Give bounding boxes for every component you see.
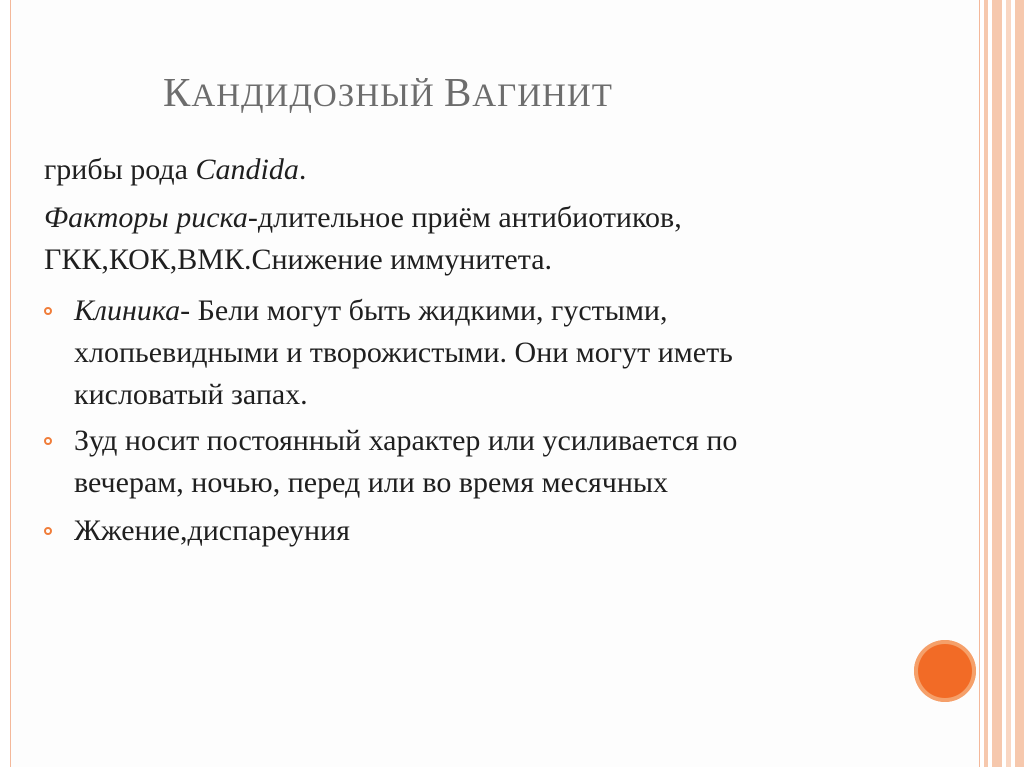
decorative-circle-icon: [914, 640, 976, 702]
bullet-circle-icon: [44, 307, 52, 315]
italic-span: Клиника: [74, 294, 181, 327]
bullet-line: [74, 290, 667, 332]
body-line-risk-factors-cont: [44, 239, 552, 281]
text-span: .: [298, 153, 307, 186]
slide-title: [163, 69, 613, 115]
bullet-line: кисловатый запах.: [74, 378, 308, 411]
title-initial: К: [163, 69, 192, 115]
decorative-stripe: [1006, 0, 1011, 767]
decorative-stripe: [992, 0, 1002, 767]
body-line-pathogen: [44, 149, 306, 191]
text-span: ГКК,КОК,ВМК.Снижение иммунитета.: [44, 243, 553, 276]
bullet-line: Зуд носит постоянный характер или усиливается по: [74, 424, 738, 457]
text-span: - Бели могут быть жидкими, густыми,: [180, 294, 668, 327]
title-rest: АНДИДОЗНЫЙ: [191, 78, 444, 114]
text-span: -длительное приём антибиотиков,: [247, 201, 682, 234]
bullet-line: вечерам, ночью, перед или во время месячных: [74, 466, 669, 499]
italic-span: Candida: [195, 153, 299, 186]
bullet-circle-icon: [44, 437, 52, 445]
bullet-line: Жжение,диспареуния: [74, 514, 350, 547]
decorative-stripe: [984, 0, 988, 767]
title-initial: В: [443, 69, 473, 115]
decorative-stripe: [1015, 0, 1024, 767]
title-rest: АГИНИТ: [472, 78, 613, 114]
bullet-line: хлопьевидными и творожистыми. Они могут иметь: [74, 336, 733, 369]
italic-span: Факторы риска: [44, 201, 248, 234]
text-span: грибы рода: [44, 153, 196, 186]
bullet-circle-icon: [44, 527, 52, 535]
body-line-risk-factors: [44, 197, 682, 239]
